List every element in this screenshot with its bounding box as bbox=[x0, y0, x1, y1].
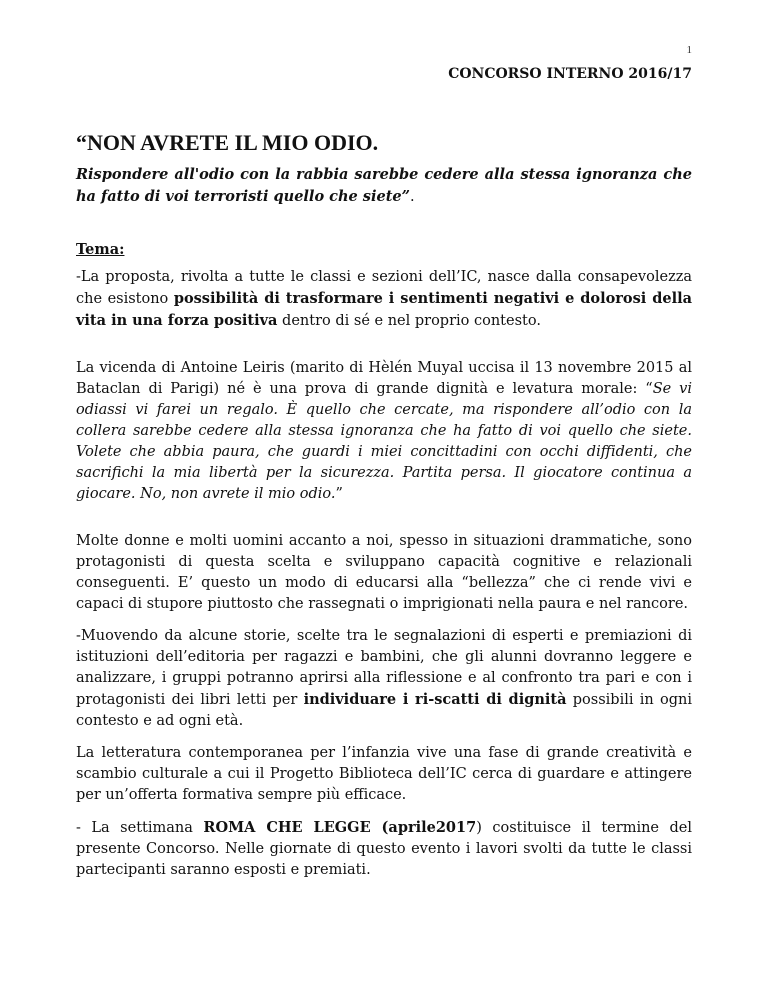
p4-text-bold: individuare i ri-scatti di dignità bbox=[303, 691, 567, 708]
p6-text-bold: ROMA CHE LEGGE (aprile2017 bbox=[203, 819, 477, 836]
p1-text-c: dentro di sé e nel proprio contesto. bbox=[277, 313, 541, 329]
p6-text-a: - La settimana bbox=[76, 820, 204, 836]
p2-text-a: La vicenda di Antoine Leiris (marito di Hèlén Muyal uccisa il 13 novembre 2015 al Bataclan di Parigi) né è una prova di grande dignità e levatura morale: “ bbox=[76, 360, 692, 397]
p4-text-c: possibili in ogni contesto e ad ogni età. bbox=[76, 692, 692, 729]
subtitle-end: . bbox=[409, 189, 415, 205]
p2-quote: Se vi odiassi vi farei un regalo. È quello che cercate, ma rispondere all’odio con la collera sarebbe cedere alla stessa ignoranza che ha fatto di voi quello che siete. Volete che abbia paura, che guardi i miei concittadini con occhi diffidenti, che sacrifichi la mia libertà per la sicurezza. Partita persa. Il giocatore continua a giocare. No, non avrete il mio odio. bbox=[76, 381, 693, 502]
paragraph-proposta bbox=[76, 267, 692, 332]
p6-text-c: ) costituisce il termine del presente Concorso. Nelle giornate di questo evento i lavori svolti da tutte le classi partecipanti saranno esposti e premiati. bbox=[76, 820, 693, 878]
p2-text-c: ” bbox=[335, 486, 343, 502]
paragraph-protagonisti: Molte donne e molti uomini accanto a noi, spesso in situazioni drammatiche, sono protagonisti di questa scelta e sviluppano capacità cognitive e relazionali conseguenti. E’ questo un modo di educarsi alla “bellezza” che ci rende vivi e capaci di stupore piuttosto che rassegnati o imprigionati nella paura e nel rancore. bbox=[76, 533, 692, 612]
contest-label: CONCORSO INTERNO 2016/17 bbox=[448, 66, 692, 82]
document-subtitle bbox=[76, 164, 692, 208]
document-body bbox=[76, 130, 692, 892]
tema-heading: Tema: bbox=[76, 241, 125, 258]
p1-text-a: -La proposta, rivolta a tutte le classi e sezioni dell’IC, nasce dalla consapevolezza che esistono bbox=[76, 269, 692, 307]
p1-text-bold: possibilità di trasformare i sentimenti negativi e dolorosi della vita in una forza positiva bbox=[76, 290, 692, 329]
subtitle-text: Rispondere all'odio con la rabbia sarebbe cedere alla stessa ignoranza che ha fatto di voi terroristi quello che siete” bbox=[76, 166, 692, 205]
page-number: 1 bbox=[686, 44, 692, 56]
paragraph-storie bbox=[76, 626, 692, 732]
document-title: “NON AVRETE IL MIO ODIO. bbox=[76, 130, 379, 155]
paragraph-settimana bbox=[76, 817, 692, 881]
p4-text-a: -Muovendo da alcune storie, scelte tra le segnalazioni di esperti e premiazioni di istituzioni dell’editoria per ragazzi e bambini, che gli alunni dovranno leggere e analizzare, i gruppi potranno aprirsi alla riflessione e al confronto tra pari e con i protagonisti dei libri letti per bbox=[76, 628, 692, 708]
paragraph-letteratura: La letteratura contemporanea per l’infanzia vive una fase di grande creatività e scambio culturale a cui il Progetto Biblioteca dell’IC cerca di guardare e attingere per un’offerta formativa sempre più efficace. bbox=[76, 745, 692, 803]
paragraph-leiris bbox=[76, 358, 692, 505]
